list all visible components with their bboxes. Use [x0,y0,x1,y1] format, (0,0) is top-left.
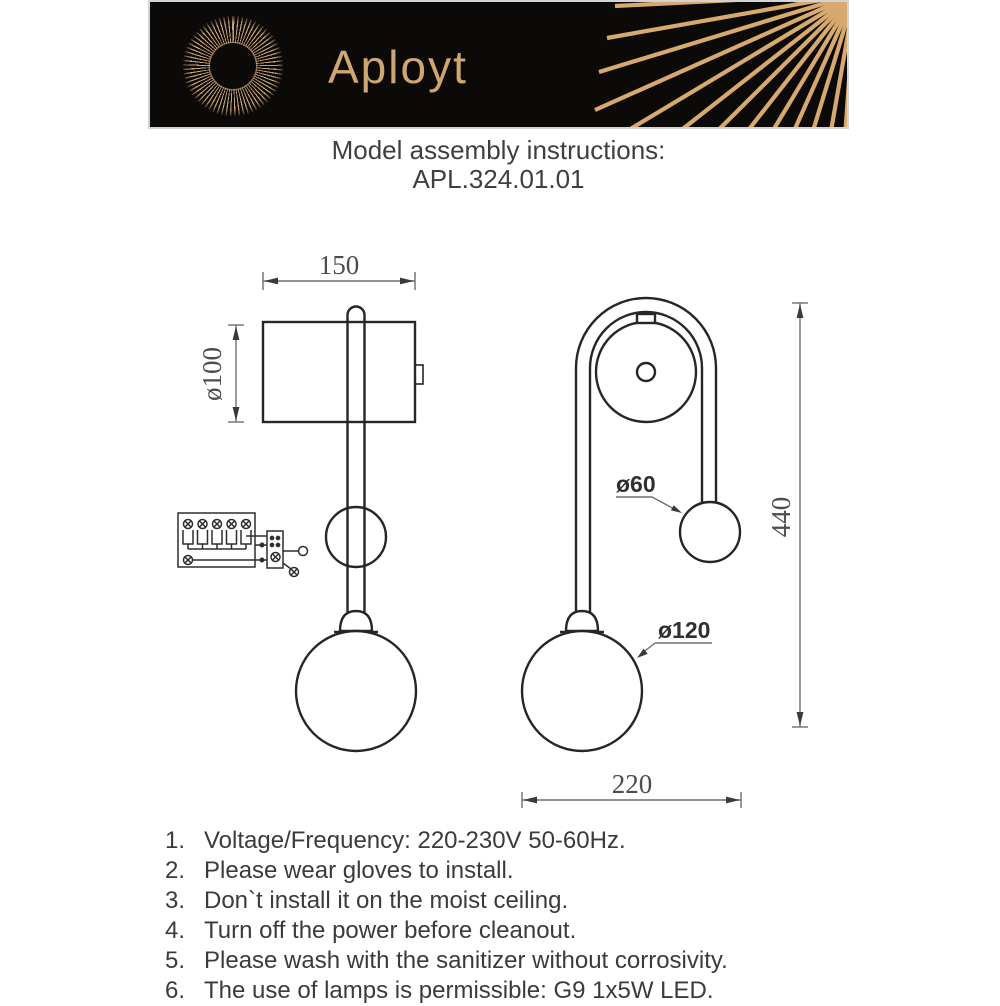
switch-tab [415,365,423,384]
globe-side [296,631,416,751]
dim-150-label: 150 [318,250,360,280]
title-block [150,135,847,194]
item-number: 6. [165,977,186,1004]
technical-drawing [150,240,850,820]
item-number: 1. [165,827,186,854]
canopy-plate [596,322,696,422]
item-number: 4. [165,917,186,944]
item-text: Voltage/Frequency: 220-230V 50-60Hz. [204,827,626,854]
item-text: Please wash with the sanitizer without corrosivity. [204,947,728,974]
ground-screw [184,556,193,565]
side-view [178,250,423,751]
item-number: 3. [165,887,186,914]
dim-d60 [616,471,682,513]
dim-d120-label: ø120 [658,617,711,643]
front-view [522,298,808,808]
terminal-strip [183,520,251,550]
dim-440-label: 440 [766,496,796,538]
model-number: APL.324.01.01 [412,164,585,194]
list-item [165,886,845,916]
item-number: 2. [165,857,186,884]
dim-150 [263,250,415,290]
list-item [165,856,845,886]
page-title: Model assembly instructions: [331,135,666,165]
small-globe [680,502,740,562]
dim-220-label: 220 [611,769,653,799]
lamp-symbol-icon [290,568,299,577]
brand-banner [150,2,847,127]
wire-terminal-icon [299,547,308,556]
dim-d60-label: ø60 [616,471,656,497]
item-text: The use of lamps is permissible: G9 1x5W LED. [204,977,714,1004]
mid-sphere-side [326,507,386,567]
dim-d120 [637,617,712,658]
wiring-diagram [178,513,308,577]
list-item [165,976,845,1006]
dim-d100-label: ø100 [197,347,227,401]
corner-rays-decoration [150,2,847,127]
list-item [165,916,845,946]
item-text: Don`t install it on the moist ceiling. [204,887,569,914]
brand-name: Aployt [328,41,468,93]
socket-side [340,611,372,631]
globe-front [522,631,642,751]
canopy-notch [637,314,655,323]
dim-220 [522,769,741,808]
item-text: Please wear gloves to install. [204,857,514,884]
instructions-list [165,826,845,1006]
list-item [165,826,845,856]
list-item [165,946,845,976]
socket-front [566,611,598,631]
connector-block [267,531,283,568]
item-number: 5. [165,947,186,974]
item-text: Turn off the power before cleanout. [204,917,577,944]
shade-box [263,322,415,422]
dim-d100 [197,325,244,422]
dim-440 [766,303,808,727]
